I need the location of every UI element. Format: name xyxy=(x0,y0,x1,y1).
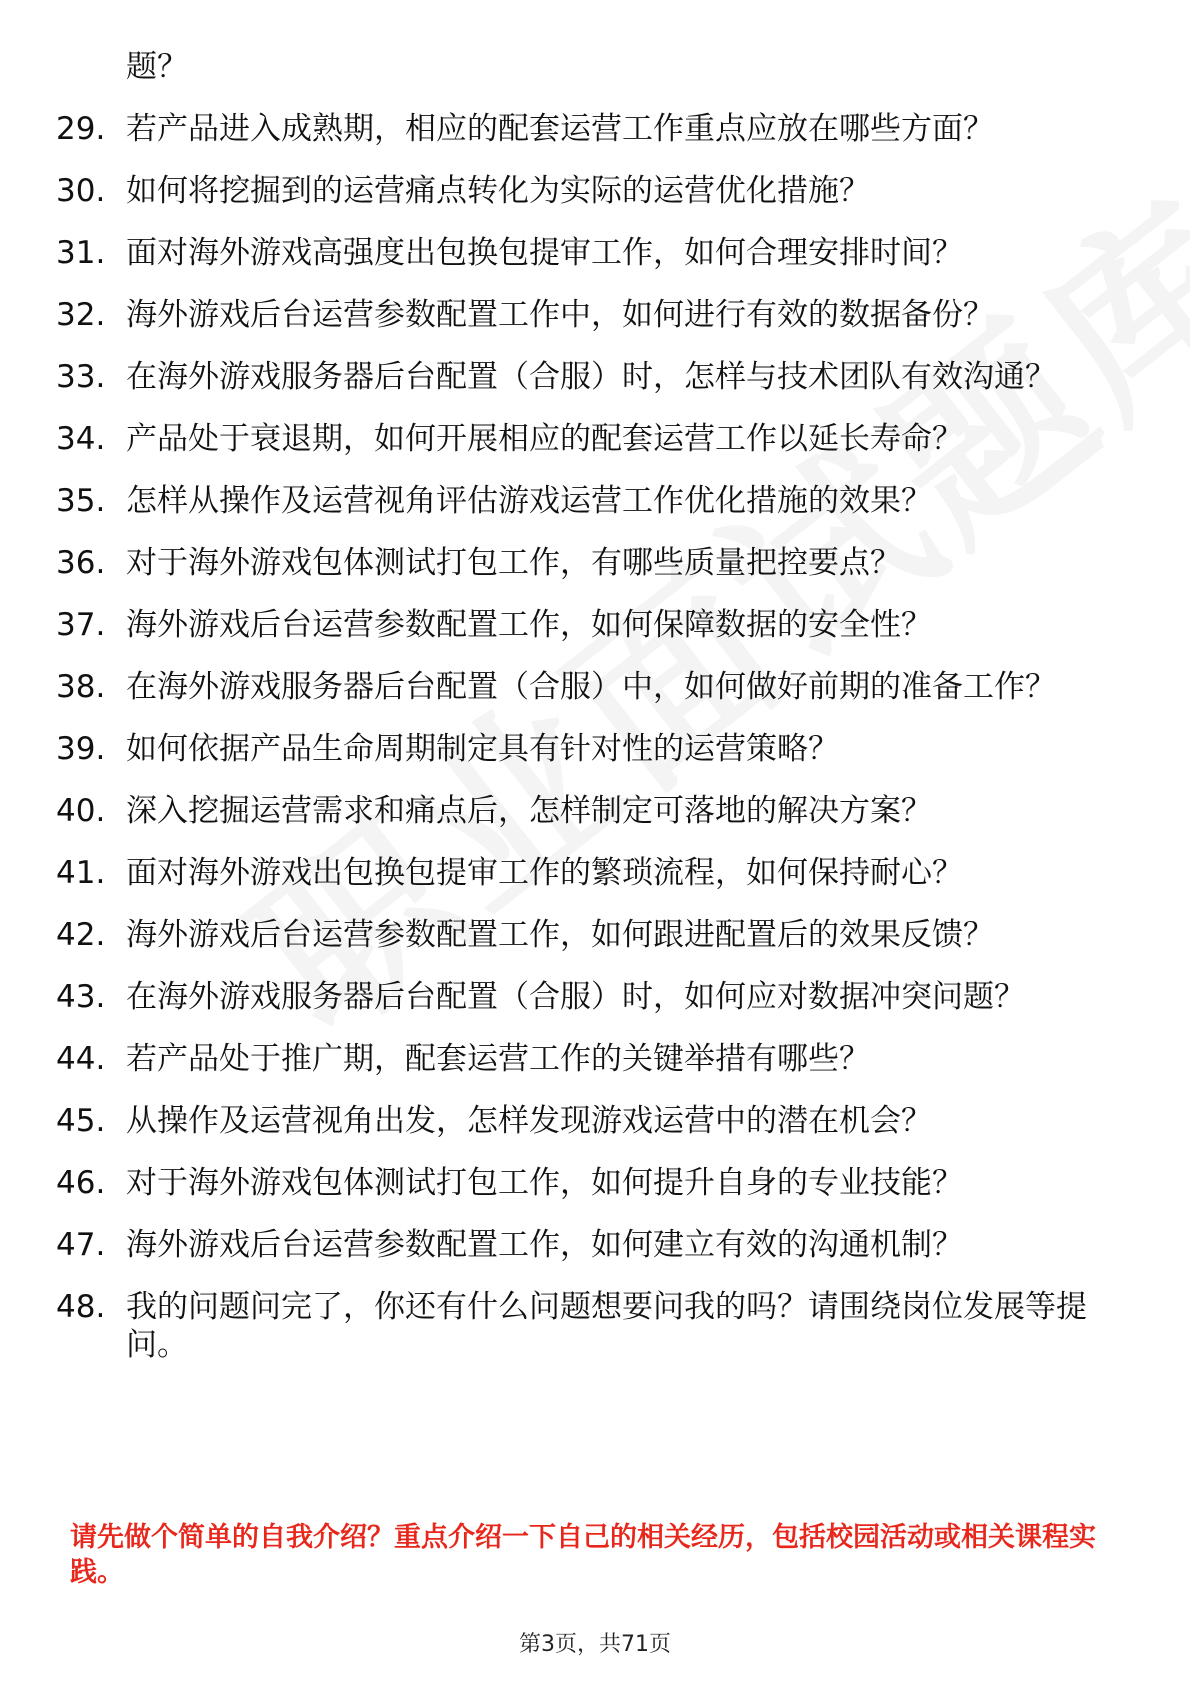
question-item xyxy=(56,296,1116,334)
question-item xyxy=(56,854,1116,892)
question-number: 33. xyxy=(56,359,106,395)
question-text: 在海外游戏服务器后台配置（合服）时，如何应对数据冲突问题？ xyxy=(126,979,1025,1015)
question-number: 47. xyxy=(56,1227,106,1263)
question-text: 在海外游戏服务器后台配置（合服）时，怎样与技术团队有效沟通？ xyxy=(126,359,1056,395)
question-item xyxy=(56,730,1116,768)
question-text: 如何将挖掘到的运营痛点转化为实际的运营优化措施？ xyxy=(126,173,870,209)
question-text: 如何依据产品生命周期制定具有针对性的运营策略？ xyxy=(126,731,839,767)
continuation-line: 题？ xyxy=(126,49,188,85)
question-number: 31. xyxy=(56,235,106,271)
question-text: 面对海外游戏出包换包提审工作的繁琐流程，如何保持耐心？ xyxy=(126,855,963,891)
question-item xyxy=(56,1288,1116,1364)
question-text: 若产品处于推广期，配套运营工作的关键举措有哪些？ xyxy=(126,1041,870,1077)
question-item xyxy=(56,358,1116,396)
question-number: 41. xyxy=(56,855,106,891)
question-item xyxy=(56,1226,1116,1264)
question-number: 29. xyxy=(56,111,106,147)
question-item xyxy=(56,978,1116,1016)
page-number: 第3页，共71页 xyxy=(519,1632,671,1657)
question-text: 对于海外游戏包体测试打包工作，如何提升自身的专业技能？ xyxy=(126,1165,963,1201)
question-number: 30. xyxy=(56,173,106,209)
question-text: 怎样从操作及运营视角评估游戏运营工作优化措施的效果？ xyxy=(126,483,932,519)
question-number: 36. xyxy=(56,545,106,581)
question-number: 34. xyxy=(56,421,106,457)
question-text: 深入挖掘运营需求和痛点后，怎样制定可落地的解决方案？ xyxy=(126,793,932,829)
question-item xyxy=(56,234,1116,272)
question-item xyxy=(56,482,1116,520)
question-list xyxy=(56,110,1116,1388)
question-item xyxy=(56,792,1116,830)
question-number: 42. xyxy=(56,917,106,953)
question-number: 32. xyxy=(56,297,106,333)
question-item xyxy=(56,668,1116,706)
question-text: 海外游戏后台运营参数配置工作，如何建立有效的沟通机制？ xyxy=(126,1227,963,1263)
question-item xyxy=(56,172,1116,210)
question-number: 45. xyxy=(56,1103,106,1139)
question-item xyxy=(56,1040,1116,1078)
question-item xyxy=(56,544,1116,582)
question-text: 若产品进入成熟期，相应的配套运营工作重点应放在哪些方面？ xyxy=(126,111,994,147)
question-number: 37. xyxy=(56,607,106,643)
question-item xyxy=(56,1164,1116,1202)
question-text: 海外游戏后台运营参数配置工作中，如何进行有效的数据备份？ xyxy=(126,297,994,333)
question-item xyxy=(56,110,1116,148)
question-item xyxy=(56,1102,1116,1140)
question-number: 40. xyxy=(56,793,106,829)
question-text: 我的问题问完了，你还有什么问题想要问我的吗？请围绕岗位发展等提问。 xyxy=(126,1289,1087,1363)
question-item xyxy=(56,916,1116,954)
question-text: 面对海外游戏高强度出包换包提审工作，如何合理安排时间？ xyxy=(126,235,963,271)
question-text: 在海外游戏服务器后台配置（合服）中，如何做好前期的准备工作？ xyxy=(126,669,1056,705)
question-number: 43. xyxy=(56,979,106,1015)
question-number: 46. xyxy=(56,1165,106,1201)
question-number: 48. xyxy=(56,1289,106,1325)
question-number: 38. xyxy=(56,669,106,705)
question-number: 35. xyxy=(56,483,106,519)
question-item xyxy=(56,420,1116,458)
self-intro-prompt: 请先做个简单的自我介绍？重点介绍一下自己的相关经历，包括校园活动或相关课程实践。 xyxy=(70,1522,1096,1588)
question-text: 从操作及运营视角出发，怎样发现游戏运营中的潜在机会？ xyxy=(126,1103,932,1139)
question-text: 海外游戏后台运营参数配置工作，如何保障数据的安全性？ xyxy=(126,607,932,643)
question-item xyxy=(56,606,1116,644)
question-number: 44. xyxy=(56,1041,106,1077)
question-text: 海外游戏后台运营参数配置工作，如何跟进配置后的效果反馈？ xyxy=(126,917,994,953)
question-text: 对于海外游戏包体测试打包工作，有哪些质量把控要点？ xyxy=(126,545,901,581)
question-number: 39. xyxy=(56,731,106,767)
question-text: 产品处于衰退期，如何开展相应的配套运营工作以延长寿命？ xyxy=(126,421,963,457)
